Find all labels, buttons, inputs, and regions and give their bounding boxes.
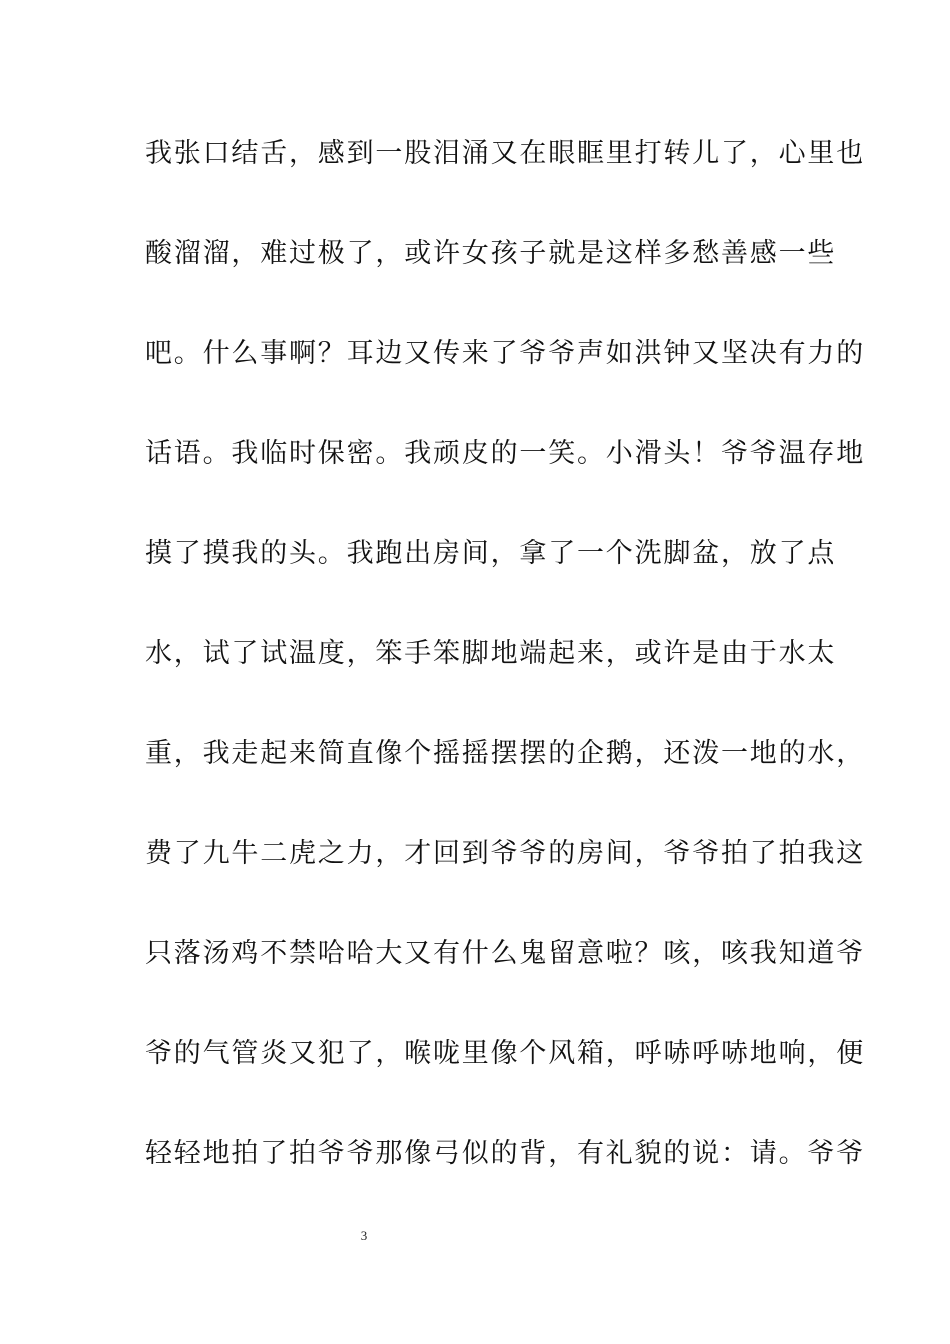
text-line: 重，我走起来简直像个摇摇摆摆的企鹅，还泼一地的水， — [145, 738, 865, 769]
text-line: 吧。什么事啊？耳边又传来了爷爷声如洪钟又坚决有力的 — [145, 338, 865, 369]
text-line: 爷的气管炎又犯了，喉咙里像个风箱，呼哧呼哧地响，便 — [145, 1038, 865, 1069]
text-line: 只落汤鸡不禁哈哈大又有什么鬼留意啦？咳，咳我知道爷 — [145, 938, 865, 969]
body-text — [145, 129, 865, 1229]
text-line: 费了九牛二虎之力，才回到爷爷的房间，爷爷拍了拍我这 — [145, 838, 865, 869]
text-line: 酸溜溜，难过极了，或许女孩子就是这样多愁善感一些 — [145, 238, 837, 269]
text-line: 话语。我临时保密。我顽皮的一笑。小滑头！爷爷温存地 — [145, 438, 865, 469]
text-line: 摸了摸我的头。我跑出房间，拿了一个洗脚盆，放了点 — [145, 538, 837, 569]
text-line: 水，试了试温度，笨手笨脚地端起来，或许是由于水太 — [145, 638, 837, 669]
page-number: 3 — [360, 1228, 368, 1243]
text-line: 轻轻地拍了拍爷爷那像弓似的背，有礼貌的说：请。爷爷 — [145, 1138, 865, 1169]
text-line: 我张口结舌，感到一股泪涌又在眼眶里打转儿了，心里也 — [145, 138, 865, 169]
